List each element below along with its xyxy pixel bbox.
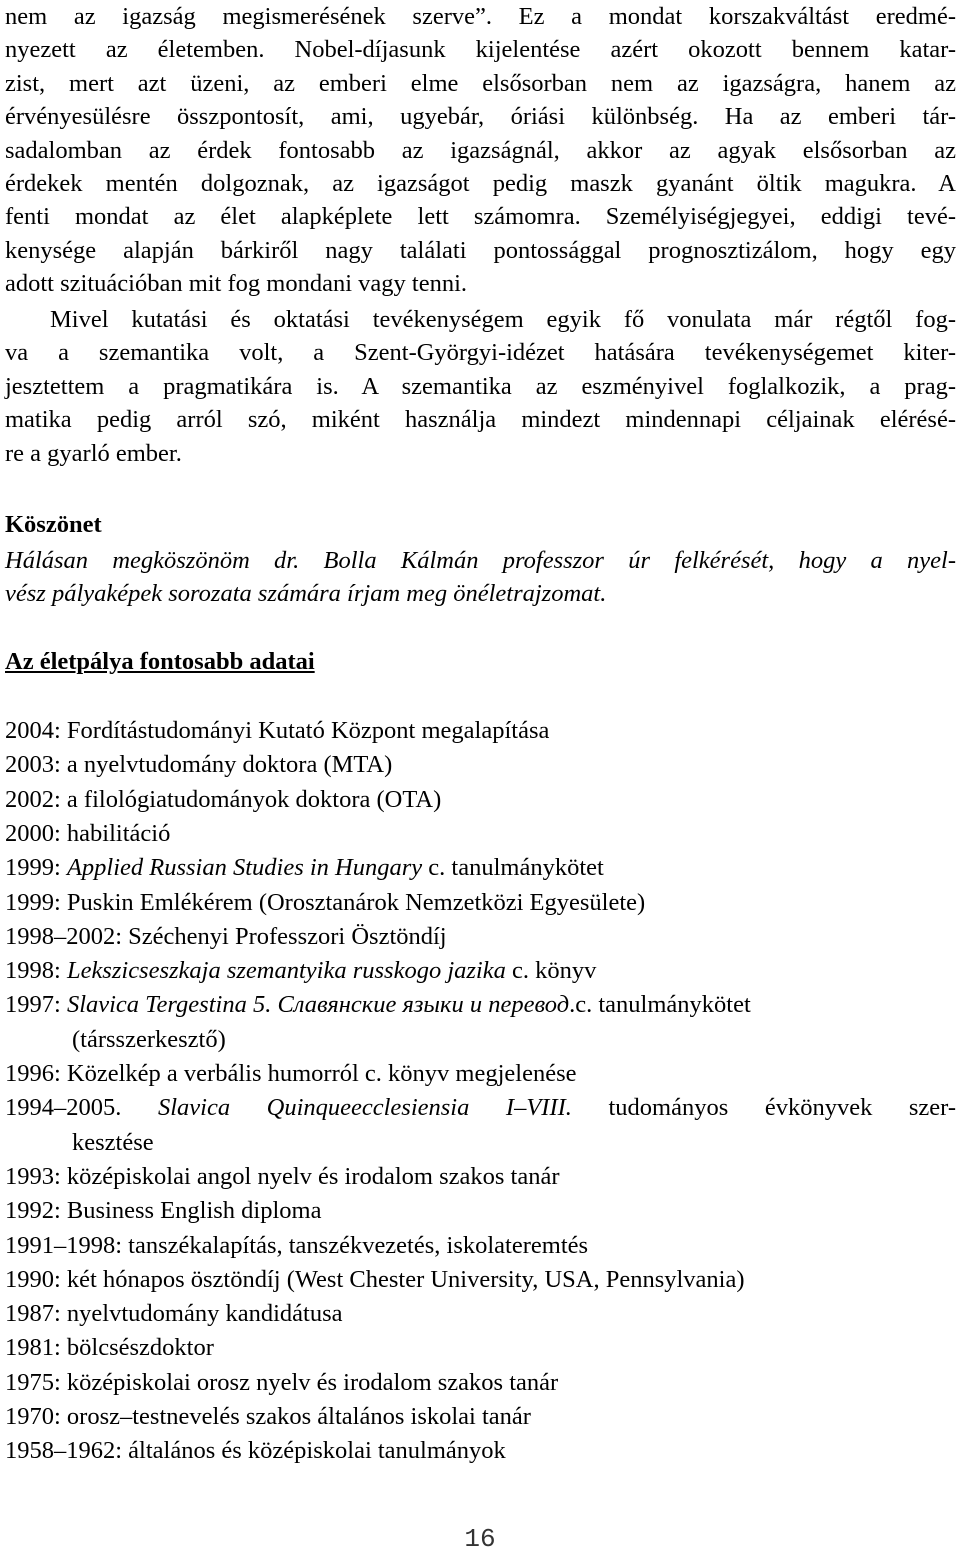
- career-entry: [5, 1366, 558, 1400]
- thanks-paragraph: [5, 544, 956, 611]
- career-entry: [5, 1057, 577, 1091]
- entry-suffix: tudományos évkönyvek szer-: [571, 1094, 957, 1122]
- career-entry: [5, 783, 441, 817]
- career-entry: [5, 920, 447, 954]
- paragraph-1: [5, 0, 956, 301]
- text-line: nyezett az életemben. Nobel-díjasunk kijelentése azért okozott bennem katar-: [5, 36, 956, 64]
- career-entry: [5, 1400, 531, 1434]
- entry-text: 1981: bölcsészdoktor: [5, 1334, 214, 1362]
- text-line: Hálásan megköszönöm dr. Bolla Kálmán professzor úr felkérését, hogy a nyel-: [5, 547, 956, 574]
- entry-text: 2002: a filológiatudományok doktora (OTA): [5, 785, 442, 813]
- entry-text: 1958–1962: általános és középiskolai tanulmányok: [5, 1437, 506, 1465]
- entry-text: 1994–2005.: [5, 1094, 158, 1122]
- career-entry: [5, 1091, 956, 1125]
- text-line: kenysége alapján bárkiről nagy találati pontossággal prognosztizálom, hogy egy: [5, 236, 956, 264]
- entry-text: 1970: orosz–testnevelés szakos általános iskolai tanár: [5, 1403, 531, 1430]
- career-entry: [72, 1126, 154, 1160]
- entry-text: 1991–1998: tanszékalapítás, tanszékvezetés, iskolateremtés: [5, 1231, 589, 1259]
- text-line: sadalomban az érdek fontosabb az igazságnál, akkor az agyak elsősorban az: [5, 136, 956, 164]
- career-entry: [5, 1297, 343, 1331]
- text-line: zist, mert azt üzeni, az emberi elme elsősorban nem az igazságra, hanem az: [5, 69, 956, 97]
- entry-text: 1998–2002: Széchenyi Professzori Ösztöndíj: [5, 922, 447, 950]
- entry-suffix: .c. tanulmánykötet: [569, 991, 751, 1019]
- entry-text: 1987: nyelvtudomány kandidátusa: [5, 1300, 343, 1328]
- entry-suffix: c. tanulmánykötet: [422, 854, 604, 882]
- thanks-heading: Köszönet: [5, 511, 102, 538]
- career-entry: [5, 1263, 745, 1297]
- career-entry: [5, 1229, 588, 1263]
- page-number: 16: [464, 1524, 496, 1554]
- entry-text: 1997:: [5, 991, 67, 1019]
- entry-text: 2004: Fordítástudományi Kutató Központ megalapítása: [5, 717, 550, 744]
- entry-title: Lekszicseszkaja szemantyika russkogo jazika: [66, 957, 506, 985]
- text-line: vész pályaképek sorozata számára írjam meg önéletrajzomat.: [5, 580, 607, 608]
- career-entry: [5, 886, 645, 920]
- text-line: érdekek mentén dolgoznak, az igazságot pedig maszk gyanánt öltik magukra. A: [5, 169, 956, 197]
- career-entry: [72, 1023, 226, 1057]
- text-line: jesztettem a pragmatikára is. A szemantika az eszményivel foglalkozik, a prag-: [5, 372, 956, 400]
- entry-text: (társszerkesztő): [72, 1025, 226, 1053]
- paragraph-2: [5, 303, 956, 470]
- entry-text: 1975: középiskolai orosz nyelv és irodalom szakos tanár: [5, 1368, 559, 1396]
- entry-text: 1990: két hónapos ösztöndíj (West Chester University, USA, Pennsylvania): [5, 1265, 745, 1293]
- entry-title: Slavica Quinqueecclesiensia I–VIII.: [157, 1094, 572, 1122]
- entry-text: 1999:: [5, 854, 67, 882]
- career-entry: [5, 851, 604, 885]
- career-entry: [5, 1160, 560, 1194]
- entry-text: 1992: Business English diploma: [5, 1197, 322, 1225]
- career-entry: [5, 1331, 214, 1365]
- text-line: érvényesülésre összpontosít, ami, ugyebár, óriási különbség. Ha az emberi tár-: [5, 103, 956, 131]
- text-line: Mivel kutatási és oktatási tevékenységem egyik fő vonulata már régtől fog-: [50, 306, 956, 333]
- entry-text: 1999: Puskin Emlékérem (Orosztanárok Nemzetközi Egyesülete): [5, 888, 646, 916]
- entry-text: 1993: középiskolai angol nyelv és irodalom szakos tanár: [5, 1162, 560, 1190]
- career-entry: [5, 817, 170, 851]
- entry-suffix: c. könyv: [505, 957, 597, 985]
- career-entry: [5, 954, 596, 988]
- text-line: va a szemantika volt, a Szent-Györgyi-idézet hatására tevékenységemet kiter-: [5, 339, 956, 367]
- text-line: fenti mondat az élet alapképlete lett számomra. Személyiségjegyei, eddigi tevé-: [5, 203, 956, 231]
- career-entry: [5, 1434, 506, 1468]
- text-line: nem az igazság megismerésének szerve”. Ez a mondat korszakváltást eredmé-: [5, 3, 956, 30]
- entry-text: 1998:: [5, 957, 67, 985]
- entry-title: Applied Russian Studies in Hungary: [66, 854, 423, 882]
- entry-title: Slavica Tergestina 5. Славянские языки и перевод: [66, 991, 570, 1019]
- entry-text: 2003: a nyelvtudomány doktora (MTA): [5, 751, 393, 779]
- text-line: matika pedig arról szó, miként használja mindezt mindennapi céljainak elérésé-: [5, 406, 956, 434]
- career-heading: Az életpálya fontosabb adatai: [5, 648, 315, 675]
- career-entry: [5, 988, 751, 1022]
- career-entry: [5, 714, 549, 748]
- career-entry: [5, 1194, 321, 1228]
- text-line: re a gyarló ember.: [5, 439, 182, 467]
- entry-text: 1996: Közelkép a verbális humorról c. könyv megjelenése: [5, 1060, 577, 1087]
- entry-text: 2000: habilitáció: [5, 819, 171, 847]
- entry-text: kesztése: [72, 1128, 154, 1156]
- text-line: adott szituációban mit fog mondani vagy tenni.: [5, 270, 467, 298]
- career-entry: [5, 748, 392, 782]
